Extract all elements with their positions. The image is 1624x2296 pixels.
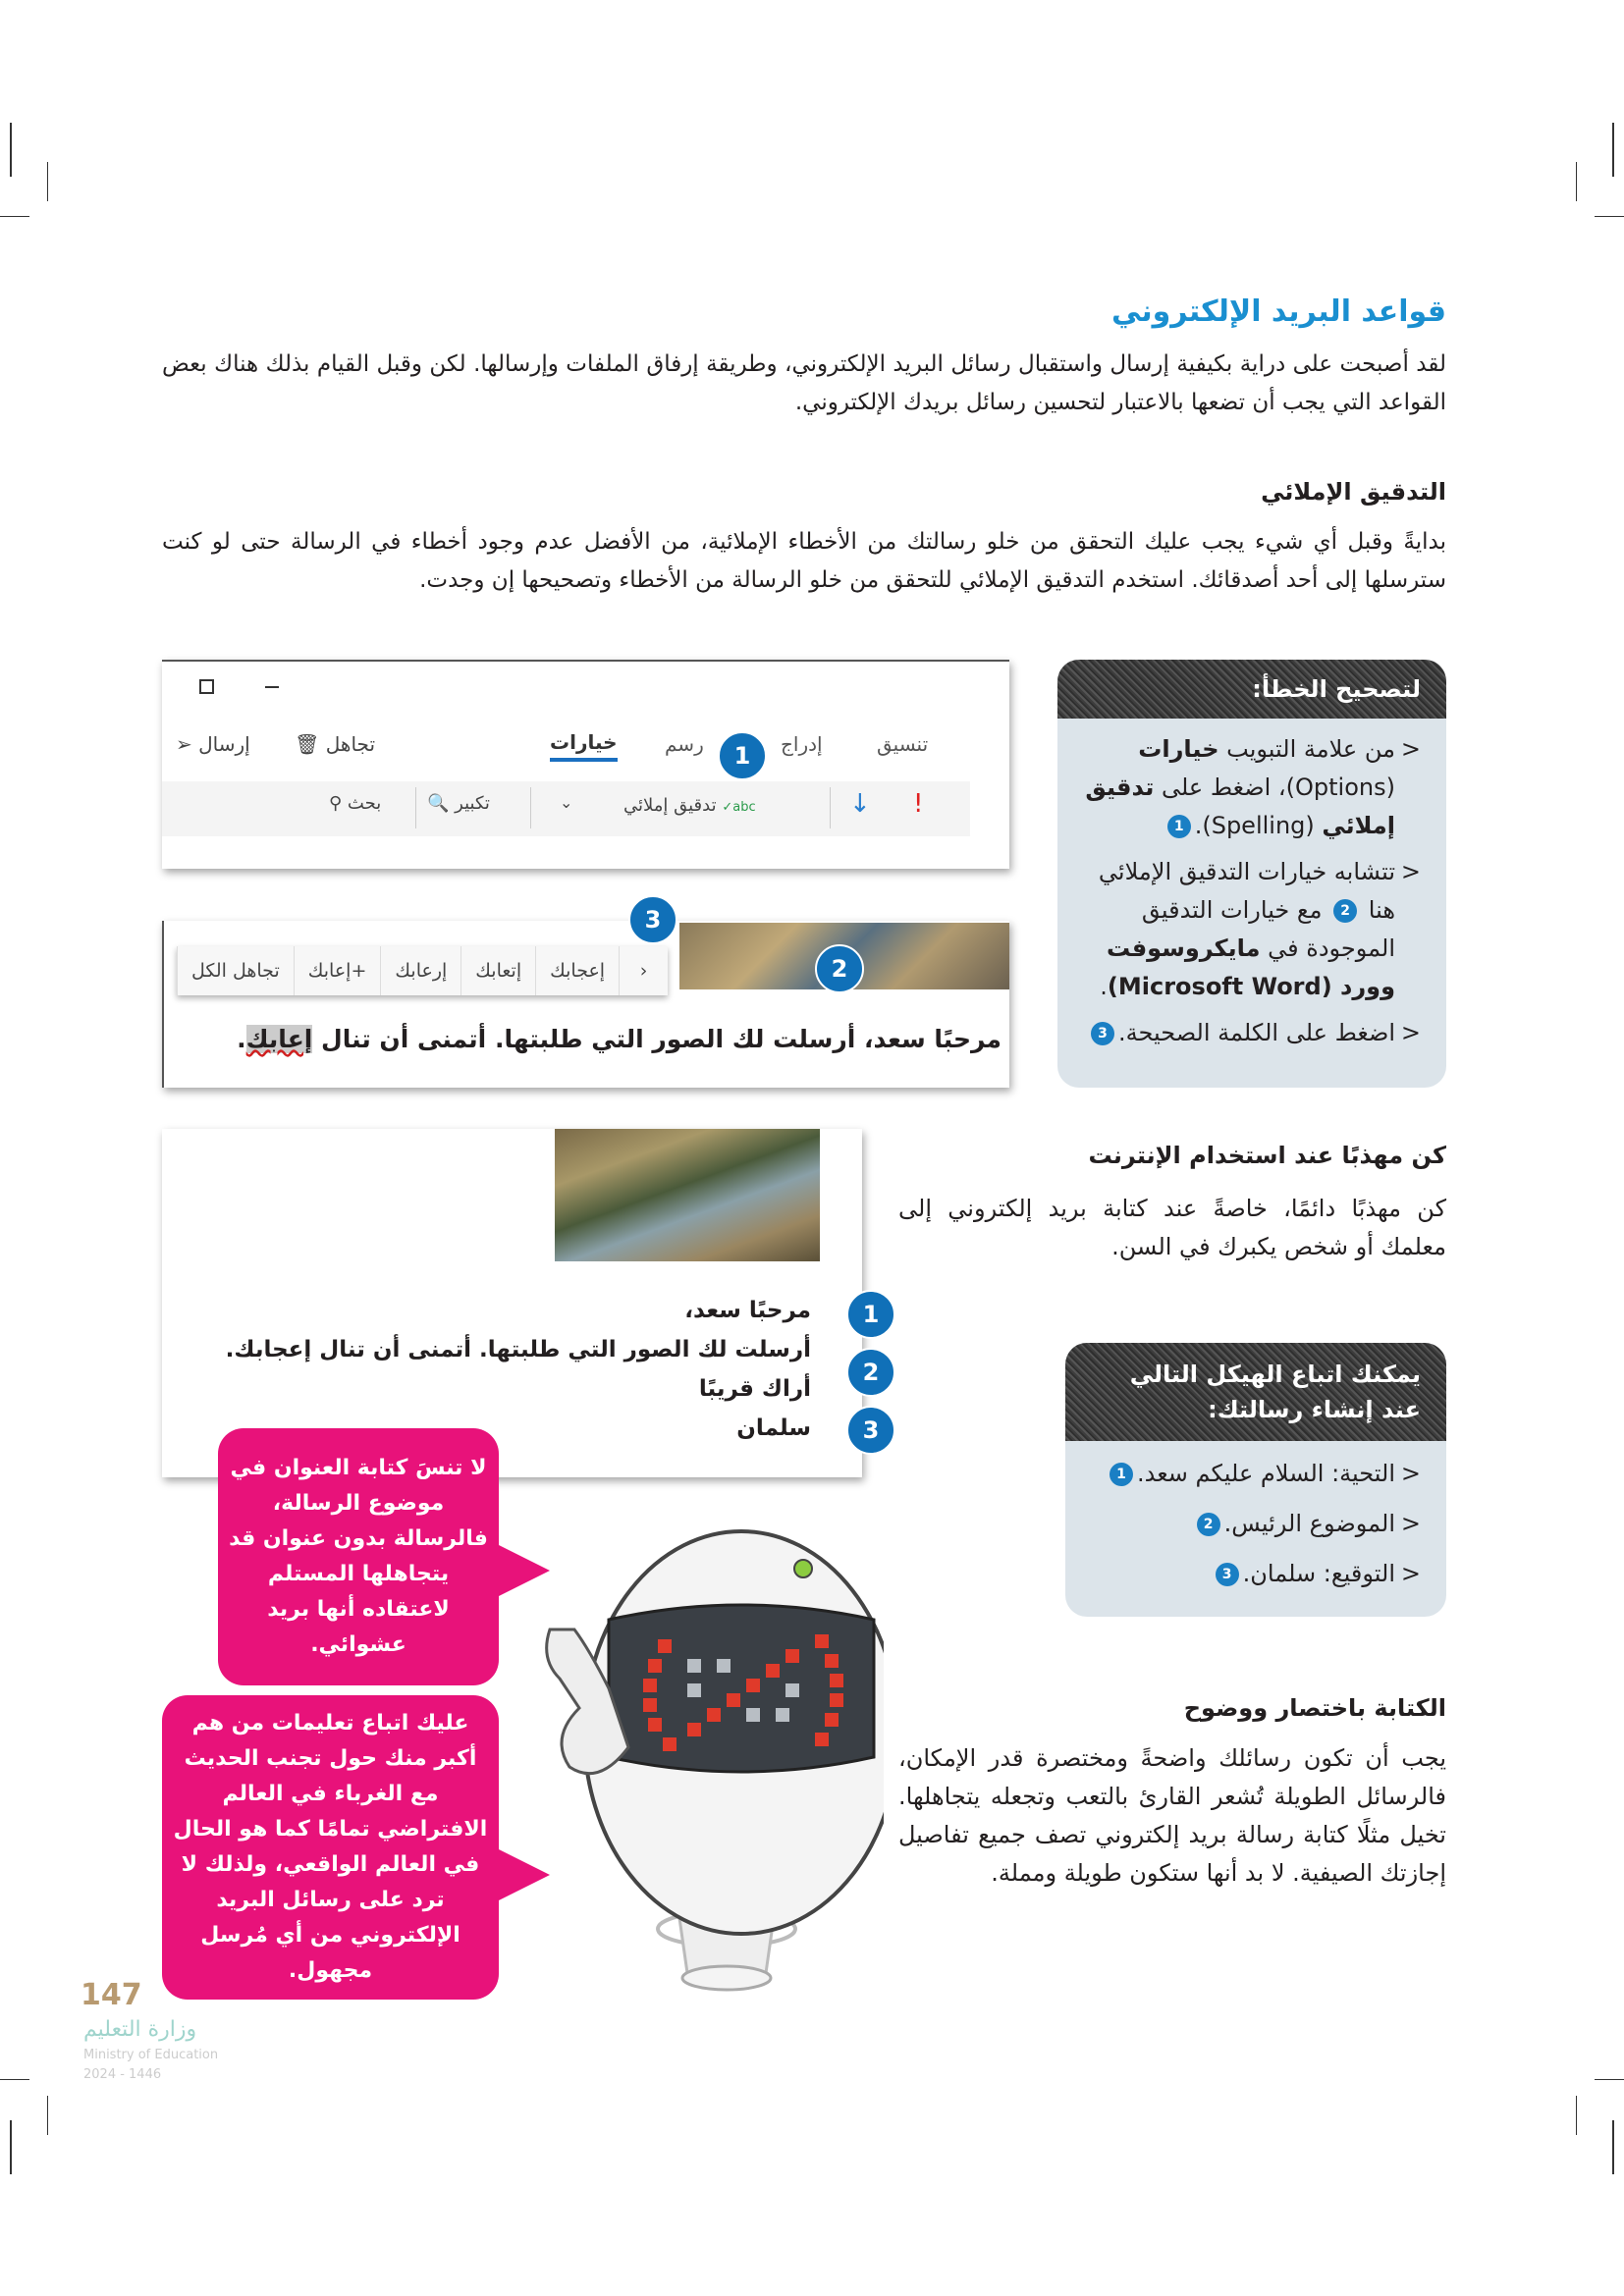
ignore-all-button[interactable]: تجاهل الكل <box>177 946 294 995</box>
crop-mark <box>1612 2120 1614 2174</box>
crop-mark <box>47 2096 48 2135</box>
tip-item: < التحية: السلام عليكم سعد.1 <box>1087 1455 1421 1493</box>
polite-heading: كن مهذبًا عند استخدام الإنترنت <box>1088 1142 1446 1169</box>
spelling-heading: التدقيق الإملائي <box>1261 478 1446 506</box>
low-importance-icon[interactable]: ↓ <box>849 789 871 819</box>
magnifier-icon: 🔍 <box>427 793 450 814</box>
marker-2: 2 <box>846 1348 895 1397</box>
send-icon: ➢ <box>176 732 192 756</box>
zoom-label: تكبير <box>455 793 490 814</box>
zoom-button[interactable] <box>427 793 490 814</box>
spelling-button[interactable] <box>623 795 756 816</box>
discard-label: تجاهل <box>325 732 376 756</box>
crop-mark <box>1595 2079 1624 2080</box>
marker-1: 1 <box>718 731 767 780</box>
photo-thumbnail <box>555 1129 820 1261</box>
step-badge: 1 <box>1110 1463 1133 1486</box>
suggestion-item[interactable]: إعجابك <box>535 946 619 995</box>
tip-item: < التوقيع: سلمان.3 <box>1087 1555 1421 1593</box>
email-closing: أراك قريبًا <box>698 1376 811 1402</box>
crop-mark <box>1576 162 1577 201</box>
chevron-left-icon[interactable]: ‹ <box>619 946 668 995</box>
crop-mark <box>0 216 29 217</box>
tab-insert[interactable]: إدراج <box>781 732 823 756</box>
search-label: بحث <box>347 793 382 814</box>
suggestion-item[interactable]: إرعابك <box>380 946 460 995</box>
importance-icon[interactable]: ! <box>913 789 924 819</box>
concise-heading: الكتابة باختصار ووضوح <box>1183 1694 1446 1722</box>
tip-box-structure <box>1065 1343 1446 1617</box>
suggestion-item[interactable]: إتعابك <box>460 946 535 995</box>
email-screenshot <box>162 1129 862 1477</box>
ribbon-screenshot <box>162 660 1009 869</box>
marker-3: 3 <box>628 895 677 944</box>
spelling-icon: abc✓ <box>722 800 756 815</box>
email-signature: سلمان <box>736 1415 811 1441</box>
crop-mark <box>1612 123 1614 177</box>
marker-2: 2 <box>815 944 864 993</box>
polite-paragraph: كن مهذبًا دائمًا، خاصةً عند كتابة بريد إلكتروني إلى معلمك أو شخص يكبرك في السن. <box>898 1195 1446 1260</box>
sentence-end: . <box>237 1025 246 1053</box>
crop-mark <box>0 2079 29 2080</box>
send-button[interactable] <box>176 732 250 756</box>
ribbon-toolbar <box>162 781 970 836</box>
step-badge: 1 <box>1167 815 1191 838</box>
crop-mark <box>1576 2096 1577 2135</box>
maximize-icon[interactable] <box>199 679 214 694</box>
search-icon: ⚲ <box>329 793 343 814</box>
spelling-paragraph: بدايةً وقبل أي شيء يجب عليك التحقق من خلو رسالتك من الأخطاء الإملائية، من الأفضل عدم وجود أخطاء في الرسالة حتى لو كنت سترسلها إلى أحد أصدقائك. استخدم التدقيق الإملائي للتحقق من خلو الرسالة من الأخطاء وتصحيحها إن وجدت. <box>162 529 1446 593</box>
trash-icon: 🗑 <box>295 732 320 756</box>
suggestions-bar <box>177 946 668 995</box>
email-body <box>226 1291 811 1448</box>
marker-3: 3 <box>846 1406 895 1455</box>
tip-heading: يمكنك اتباع الهيكل التالي عند إنشاء رسالتك: <box>1065 1343 1446 1441</box>
suggestion-item[interactable]: +إعابك <box>294 946 381 995</box>
minimize-icon[interactable] <box>265 686 279 688</box>
sentence-text: مرحبًا سعد، أرسلت لك الصور التي طلبتها. أتمنى أن تنال <box>312 1025 1001 1053</box>
robot-illustration <box>520 1512 884 2012</box>
crop-mark <box>10 123 12 177</box>
chevron-down-icon[interactable]: ⌄ <box>560 793 573 812</box>
tip-box-correct-error <box>1057 660 1446 1088</box>
intro-paragraph: لقد أصبحت على دراية بكيفية إرسال واستقبال رسائل البريد الإلكتروني، وطريقة إرفاق الملفات وإرسالها. لكن وقبل القيام بذلك هناك بعض القواعد التي يجب أن تضعها بالاعتبار لتحسين رسائل بريدك الإلكتروني. <box>162 351 1446 415</box>
concise-paragraph: يجب أن تكون رسائلك واضحةً ومختصرة قدر الإمكان، فالرسائل الطويلة تُشعر القارئ بالتعب وتجعله يتجاهلها. تخيل مثلًا كتابة رسالة بريد إلكتروني تصف جميع تفاصيل إجازتك الصيفية. لا بد أنها ستكون طويلة ومملة. <box>898 1744 1446 1887</box>
tip-heading: لتصحيح الخطأ: <box>1057 660 1446 719</box>
crop-mark <box>47 162 48 201</box>
step-badge: 3 <box>1216 1563 1239 1586</box>
tip-item: < اضغط على الكلمة الصحيحة.3 <box>1079 1014 1421 1052</box>
tip-item: < الموضوع الرئيس.2 <box>1087 1505 1421 1543</box>
send-label: إرسال <box>198 732 250 756</box>
search-button[interactable] <box>329 793 381 814</box>
tip-item: < من علامة التبويب خيارات (Options)، اضغط على تدقيق إملائي (Spelling).1 <box>1079 730 1421 845</box>
discard-button[interactable] <box>295 732 375 756</box>
tab-format[interactable]: تنسيق <box>877 732 929 756</box>
tab-options[interactable]: خيارات <box>550 730 618 762</box>
crop-mark <box>1595 216 1624 217</box>
tip-item: < تتشابه خيارات التدقيق الإملائي هنا 2 مع خيارات التدقيق الموجودة في مايكروسوفت وورد (Microsoft Word). <box>1079 853 1421 1006</box>
misspelled-word[interactable]: إعابك <box>245 1025 313 1053</box>
marker-1: 1 <box>846 1290 895 1339</box>
step-badge: 2 <box>1197 1513 1220 1536</box>
spelling-label: تدقيق إملائي <box>623 795 717 816</box>
step-badge: 3 <box>1091 1022 1114 1045</box>
crop-mark <box>10 2120 12 2174</box>
ministry-name-english: Ministry of Education <box>83 2048 219 2062</box>
step-badge: 2 <box>1333 899 1357 923</box>
email-sentence <box>237 1025 1001 1053</box>
speech-bubble-subject: لا تنسَ كتابة العنوان في موضوع الرسالة، فالرسالة بدون عنوان قد يتجاهلها المستلم لاعتقاده أنها بريد عشوائي. <box>218 1428 499 1685</box>
tab-draw[interactable]: رسم <box>665 732 704 756</box>
speech-bubble-strangers: عليك اتباع تعليمات من هم أكبر منك حول تجنب الحديث مع الغرباء في العالم الافتراضي تمامًا كما هو الحال في العالم الواقعي، ولذلك لا ترد على رسائل البريد الإلكتروني من أي مُرسل مجهول. <box>162 1695 499 2000</box>
page-number: 147 <box>81 1978 142 2012</box>
edition-year: 2024 - 1446 <box>83 2067 162 2082</box>
ministry-logo-arabic: وزارة التعليم <box>83 2017 197 2042</box>
page-title: قواعد البريد الإلكتروني <box>1110 294 1446 329</box>
email-greeting: مرحبًا سعد، <box>684 1298 811 1323</box>
email-main: أرسلت لك الصور التي طلبتها. أتمنى أن تنال إعجابك. <box>225 1337 811 1362</box>
